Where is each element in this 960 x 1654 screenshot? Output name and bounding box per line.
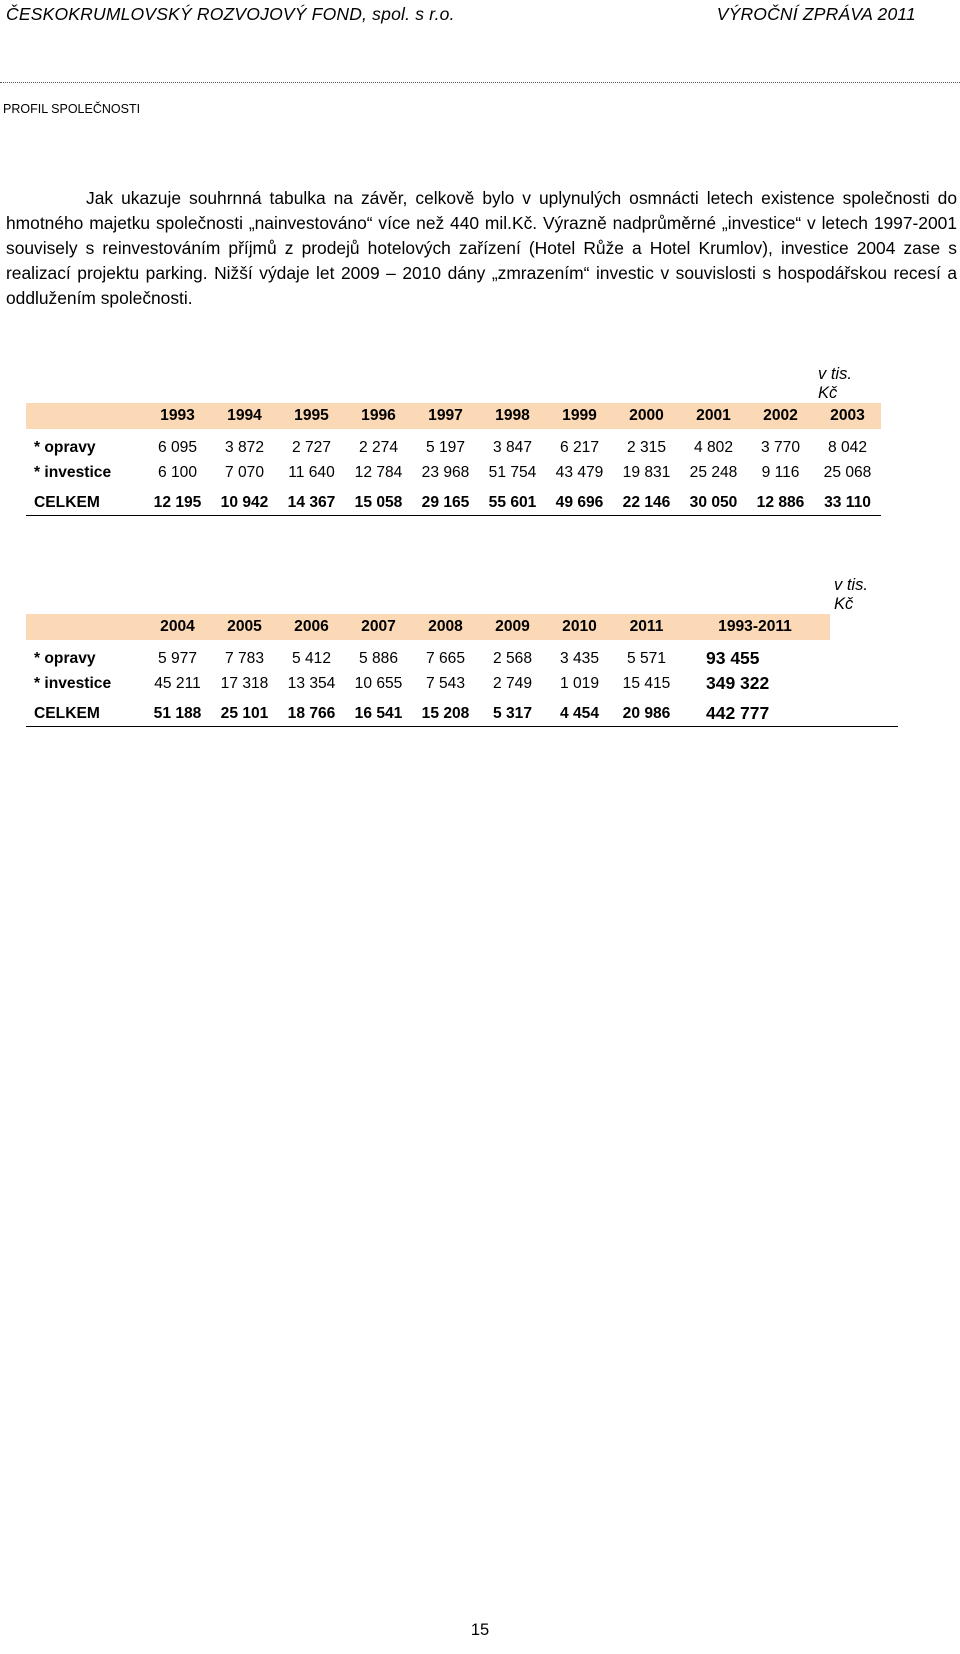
value-cell: 12 886 <box>747 490 814 516</box>
total-period-header: 1993-2011 <box>680 614 830 640</box>
value-cell: 15 208 <box>412 701 479 727</box>
table-row <box>26 671 898 696</box>
value-cell: 5 977 <box>157 649 198 667</box>
row-label: * investice <box>34 463 112 481</box>
value-cell: 4 454 <box>546 701 613 727</box>
header-divider <box>0 82 960 83</box>
value-cell: 7 543 <box>425 674 466 692</box>
row-label: CELKEM <box>26 490 144 516</box>
year-header: 2010 <box>546 614 613 640</box>
unit-label <box>814 357 881 403</box>
table-1993-2003 <box>26 357 881 516</box>
section-title: PROFIL SPOLEČNOSTI <box>3 102 141 116</box>
value-cell: 23 968 <box>421 463 470 481</box>
value-cell: 2 568 <box>492 649 533 667</box>
value-cell: 22 146 <box>613 490 680 516</box>
unit-line-2: Kč <box>834 595 854 613</box>
value-cell: 3 770 <box>760 438 801 456</box>
value-cell: 15 415 <box>622 674 671 692</box>
value-cell: 49 696 <box>546 490 613 516</box>
value-cell: 16 541 <box>345 701 412 727</box>
value-cell: 19 831 <box>622 463 671 481</box>
header-report-title: VÝROČNÍ ZPRÁVA 2011 <box>716 4 916 24</box>
year-header: 1996 <box>345 403 412 429</box>
value-cell: 7 783 <box>224 649 265 667</box>
year-header: 1995 <box>278 403 345 429</box>
value-cell: 20 986 <box>613 701 680 727</box>
unit-row <box>26 357 881 403</box>
value-cell: 18 766 <box>278 701 345 727</box>
value-cell: 12 784 <box>354 463 403 481</box>
value-cell: 45 211 <box>154 674 201 692</box>
year-header: 2005 <box>211 614 278 640</box>
value-cell: 43 479 <box>555 463 604 481</box>
table-row <box>26 701 898 727</box>
value-cell: 14 367 <box>278 490 345 516</box>
table-row <box>26 460 881 485</box>
year-header: 2004 <box>144 614 211 640</box>
value-cell: 25 248 <box>689 463 738 481</box>
table-2004-2011 <box>26 568 898 727</box>
value-cell: 5 317 <box>479 701 546 727</box>
year-header: 2003 <box>814 403 881 429</box>
year-header: 1999 <box>546 403 613 429</box>
empty-cell <box>830 671 898 696</box>
value-cell: 12 195 <box>144 490 211 516</box>
header-blank-cell <box>26 614 144 640</box>
row-label: * investice <box>34 674 112 692</box>
value-cell: 30 050 <box>680 490 747 516</box>
value-cell: 11 640 <box>288 463 335 481</box>
body-paragraph <box>6 186 957 311</box>
year-header: 2000 <box>613 403 680 429</box>
value-cell: 15 058 <box>345 490 412 516</box>
value-cell: 17 318 <box>220 674 269 692</box>
value-cell: 2 749 <box>492 674 533 692</box>
year-header: 2011 <box>613 614 680 640</box>
value-cell: 6 217 <box>559 438 600 456</box>
value-cell: 10 942 <box>211 490 278 516</box>
value-cell: 3 435 <box>559 649 600 667</box>
table-row <box>26 646 898 671</box>
year-header: 2008 <box>412 614 479 640</box>
year-header: 1993 <box>144 403 211 429</box>
year-header: 1994 <box>211 403 278 429</box>
year-header: 2007 <box>345 614 412 640</box>
row-label: * opravy <box>34 649 96 667</box>
value-cell: 6 095 <box>157 438 198 456</box>
header-row <box>26 403 881 429</box>
value-cell: 51 188 <box>144 701 211 727</box>
unit-label <box>830 568 898 614</box>
value-cell: 7 665 <box>425 649 466 667</box>
value-cell: 5 197 <box>425 438 466 456</box>
value-cell: 29 165 <box>412 490 479 516</box>
row-label: CELKEM <box>26 701 144 727</box>
table-row <box>26 435 881 460</box>
year-header: 1997 <box>412 403 479 429</box>
value-cell: 25 068 <box>823 463 872 481</box>
value-cell: 2 315 <box>626 438 667 456</box>
value-cell: 4 802 <box>693 438 734 456</box>
value-cell: 2 727 <box>291 438 332 456</box>
value-cell: 13 354 <box>287 674 336 692</box>
paragraph-text: Jak ukazuje souhrnná tabulka na závěr, celkově bylo v uplynulých osmnácti letech existence společnosti do hmotného majetku společnosti „nainvestováno“ více než 440 mil.Kč. Výrazně nadprůměrné „investice“ v letech 1997-2001 souvisely s reinvestováním příjmů z prodejů hotelových zařízení (Hotel Růže a Hotel Krumlov), investice 2004 zase s realizací projektu parking. Nižší výdaje let 2009 – 2010 dány „zmrazením“ investic v souvislosti s hospodářskou recesí a oddlužením společnosti. <box>6 188 957 308</box>
period-total-cell: 442 777 <box>680 701 830 727</box>
header-blank-cell <box>830 614 898 640</box>
year-header: 2002 <box>747 403 814 429</box>
value-cell: 8 042 <box>827 438 868 456</box>
year-header: 2001 <box>680 403 747 429</box>
year-header: 1998 <box>479 403 546 429</box>
value-cell: 5 571 <box>626 649 667 667</box>
value-cell: 33 110 <box>814 490 881 516</box>
empty-cell <box>830 646 898 671</box>
value-cell: 1 019 <box>559 674 600 692</box>
value-cell: 6 100 <box>157 463 198 481</box>
value-cell: 3 872 <box>224 438 265 456</box>
page-number: 15 <box>470 1621 490 1639</box>
value-cell: 9 116 <box>761 463 800 481</box>
value-cell: 7 070 <box>224 463 265 481</box>
period-total-cell: 349 322 <box>706 673 770 693</box>
header-row <box>26 614 898 640</box>
value-cell: 55 601 <box>479 490 546 516</box>
unit-line-2: Kč <box>818 384 838 402</box>
value-cell: 25 101 <box>211 701 278 727</box>
unit-line-1: v tis. <box>834 576 868 594</box>
header-company-name: ČESKOKRUMLOVSKÝ ROZVOJOVÝ FOND, spol. s r.o. <box>6 4 455 24</box>
value-cell: 5 412 <box>291 649 332 667</box>
header-blank-cell <box>26 403 144 429</box>
value-cell: 10 655 <box>354 674 403 692</box>
unit-row <box>26 568 898 614</box>
table-row <box>26 490 881 516</box>
row-label: * opravy <box>34 438 96 456</box>
empty-cell <box>830 701 898 727</box>
value-cell: 3 847 <box>492 438 533 456</box>
value-cell: 2 274 <box>358 438 399 456</box>
year-header: 2009 <box>479 614 546 640</box>
unit-line-1: v tis. <box>818 365 852 383</box>
year-header: 2006 <box>278 614 345 640</box>
value-cell: 51 754 <box>488 463 537 481</box>
value-cell: 5 886 <box>358 649 399 667</box>
period-total-cell: 93 455 <box>706 648 760 668</box>
